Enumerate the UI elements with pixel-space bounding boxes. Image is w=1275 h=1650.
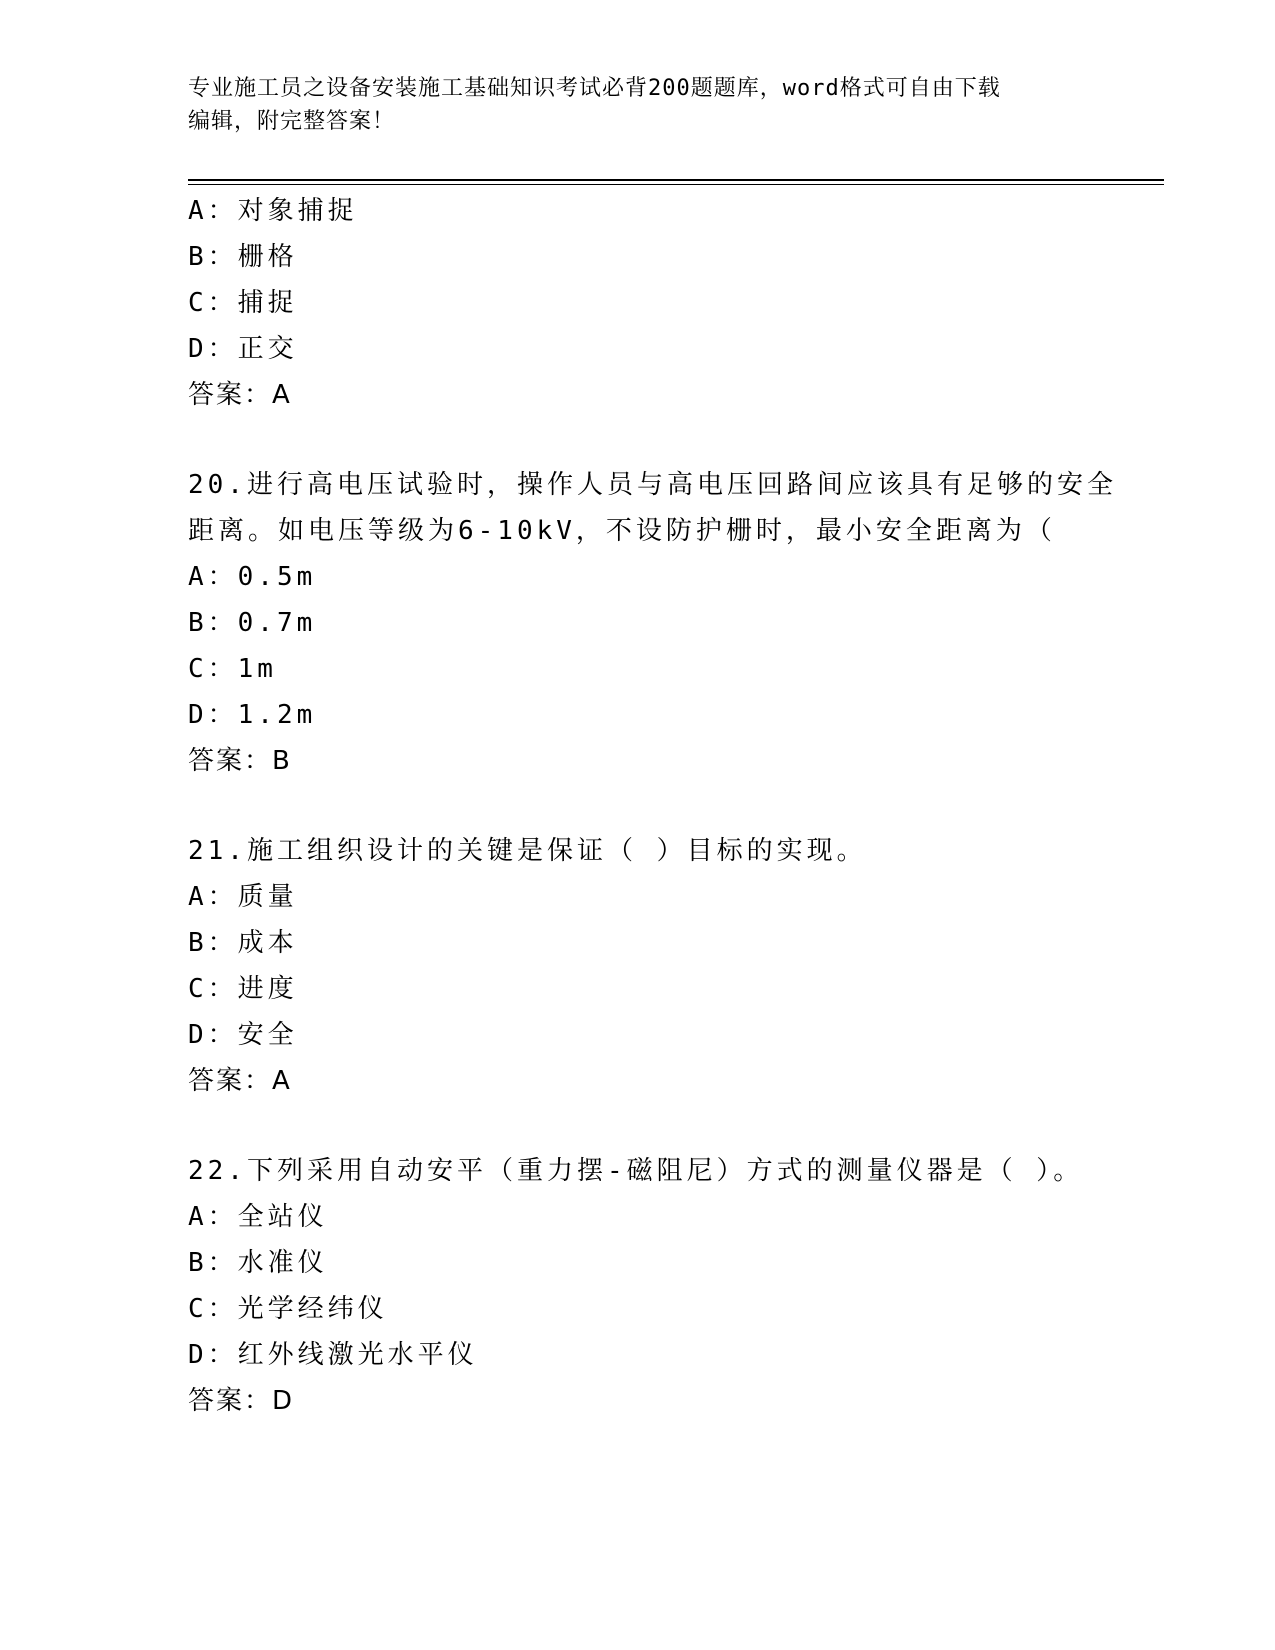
- question-stem-line-1: 20.进行高电压试验时，操作人员与高电压回路间应该具有足够的安全: [188, 470, 1117, 500]
- option-a: A：0.5m: [188, 562, 317, 592]
- answer-line: 答案：A: [188, 380, 292, 410]
- option-d: D：红外线激光水平仪: [188, 1340, 478, 1370]
- header-title-line-1: 专业施工员之设备安装施工基础知识考试必背200题题库，word格式可自由下载: [188, 76, 1001, 101]
- answer-line: 答案：D: [188, 1386, 295, 1416]
- question-stem-line-2: 距离。如电压等级为6-10kV，不设防护栅时，最小安全距离为（: [188, 516, 1056, 546]
- question-list: [188, 188, 1117, 1424]
- option-b: B：栅格: [188, 242, 298, 272]
- question-19: [188, 188, 1108, 418]
- option-a: A：对象捕捉: [188, 196, 358, 226]
- option-a: A：质量: [188, 882, 298, 912]
- option-d: D：正交: [188, 334, 298, 364]
- question-21: [188, 828, 1108, 1104]
- answer-line: 答案：B: [188, 746, 292, 776]
- option-d: D：安全: [188, 1020, 298, 1050]
- header-title-line-2: 编辑，附完整答案！: [188, 109, 396, 134]
- document-header: [188, 72, 1088, 138]
- question-stem: 22.下列采用自动安平（重力摆-磁阻尼）方式的测量仪器是（ ）。: [188, 1156, 1084, 1186]
- option-a: A：全站仪: [188, 1202, 328, 1232]
- question-spacer: [188, 1104, 1108, 1148]
- option-c: C：捕捉: [188, 288, 298, 318]
- option-b: B：0.7m: [188, 608, 317, 638]
- option-d: D：1.2m: [188, 700, 317, 730]
- question-spacer: [188, 418, 1108, 462]
- question-spacer: [188, 784, 1108, 828]
- header-divider: [188, 179, 1164, 185]
- option-c: C：光学经纬仪: [188, 1294, 388, 1324]
- question-22: [188, 1148, 1108, 1424]
- question-stem: 21.施工组织设计的关键是保证（ ）目标的实现。: [188, 836, 867, 866]
- option-c: C：1m: [188, 654, 277, 684]
- option-b: B：成本: [188, 928, 298, 958]
- option-c: C：进度: [188, 974, 298, 1004]
- answer-line: 答案：A: [188, 1066, 292, 1096]
- option-b: B：水准仪: [188, 1248, 328, 1278]
- question-20: [188, 462, 1117, 784]
